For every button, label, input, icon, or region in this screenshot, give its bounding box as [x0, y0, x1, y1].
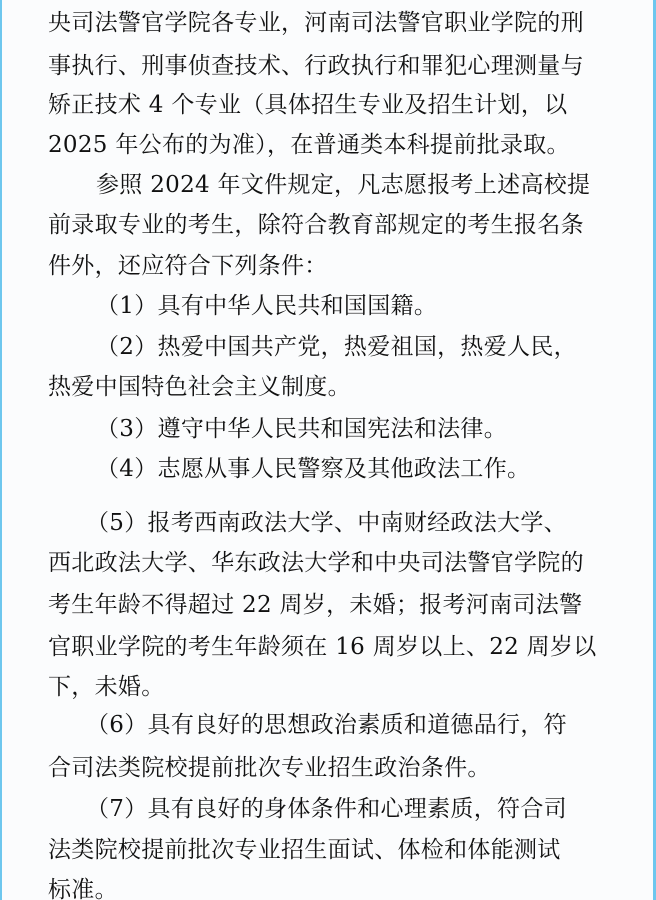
text-line-9: （2）热爱中国共产党，热爱祖国，热爱人民，	[96, 334, 577, 360]
text-line-13: （5）报考西南政法大学、中南财经政法大学、	[86, 510, 567, 536]
text-line-10: 热爱中国特色社会主义制度。	[48, 374, 351, 400]
text-line-19: 合司法类院校提前批次专业招生政治条件。	[48, 755, 491, 781]
text-line-11: （3）遵守中华人民共和国宪法和法律。	[96, 416, 508, 442]
text-line-1: 央司法警官学院各专业，河南司法警官职业学院的刑	[48, 10, 584, 36]
text-line-2: 事执行、刑事侦查技术、行政执行和罪犯心理测量与	[48, 53, 584, 79]
text-line-22: 标准。	[48, 877, 118, 900]
text-line-7: 件外，还应符合下列条件：	[48, 253, 328, 279]
text-line-3: 矫正技术 4 个专业（具体招生专业及招生计划，以	[48, 92, 568, 118]
text-line-16: 官职业学院的考生年龄须在 16 周岁以上、22 周岁以	[48, 634, 597, 660]
text-line-18: （6）具有良好的思想政治素质和道德品行，符	[86, 712, 567, 738]
text-line-21: 法类院校提前批次专业招生面试、体检和体能测试	[48, 837, 561, 863]
text-line-17: 下，未婚。	[48, 674, 165, 700]
text-line-14: 西北政法大学、华东政法大学和中央司法警官学院的	[48, 550, 584, 576]
text-line-20: （7）具有良好的身体条件和心理素质，符合司	[86, 796, 567, 822]
text-line-8: （1）具有中华人民共和国国籍。	[96, 293, 438, 319]
text-line-6: 前录取专业的考生，除符合教育部规定的考生报名条	[48, 212, 584, 238]
text-line-5: 参照 2024 年文件规定，凡志愿报考上述高校提	[96, 172, 591, 198]
text-line-4: 2025 年公布的为准），在普通类本科提前批录取。	[48, 132, 570, 158]
text-line-12: （4）志愿从事人民警察及其他政法工作。	[96, 456, 531, 482]
text-line-15: 考生年龄不得超过 22 周岁，未婚；报考河南司法警	[48, 592, 583, 618]
